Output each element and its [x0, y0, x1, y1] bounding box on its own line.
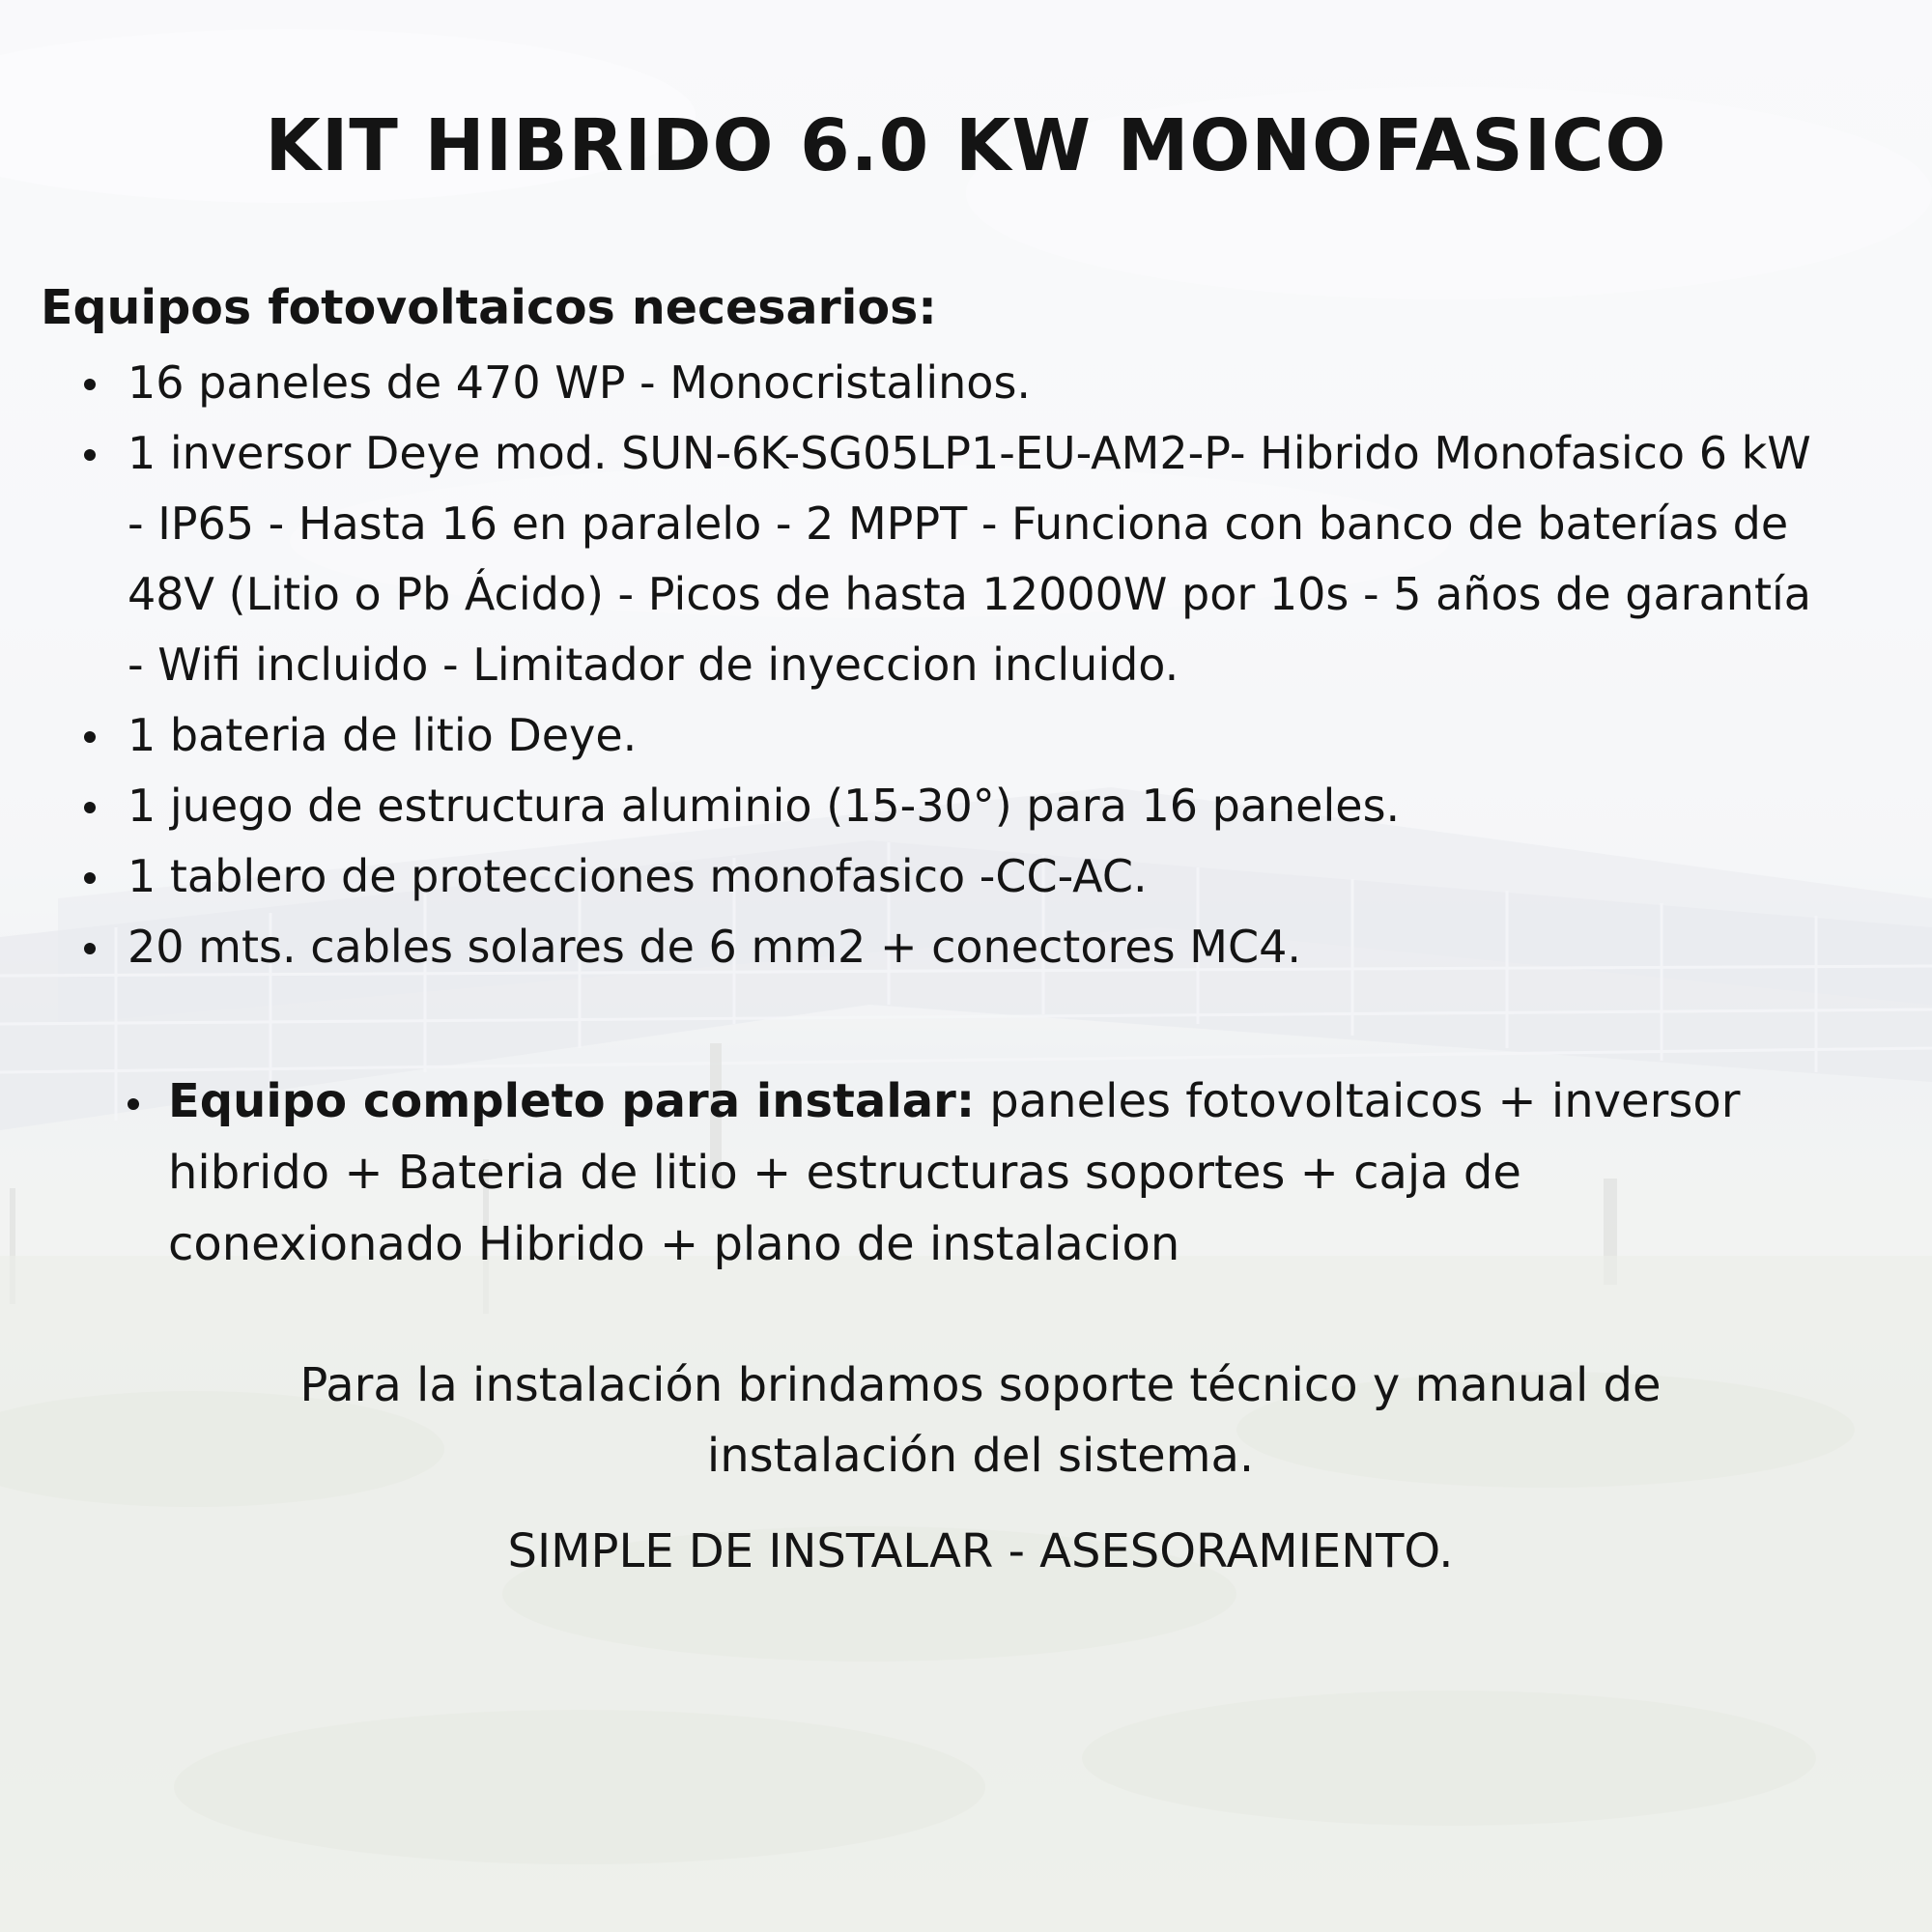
page-title: KIT HIBRIDO 6.0 KW MONOFASICO [265, 104, 1667, 187]
equipment-item-protection-board: 1 tablero de protecciones monofasico -CC-AC. [128, 841, 1828, 912]
equipment-heading: Equipos fotovoltaicos necesarios: [41, 280, 937, 335]
complete-kit-item [168, 1065, 1810, 1280]
equipment-item-inverter: 1 inversor Deye mod. SUN-6K-SG05LP1-EU-AM2-P- Hibrido Monofasico 6 kW - IP65 - Hasta 16 en paralelo - 2 MPPT - Funciona con banco de baterías de 48V (Litio o Pb Ácido) - Picos de hasta 12000W por 10s - 5 años de garantía - Wifi incluido - Limitador de inyeccion incluido. [128, 418, 1828, 700]
complete-kit-list [0, 1065, 1810, 1280]
equipment-item-structure: 1 juego de estructura aluminio (15-30°) para 16 paneles. [128, 771, 1828, 841]
equipment-item-battery: 1 bateria de litio Deye. [128, 700, 1828, 771]
tagline: SIMPLE DE INSTALAR - ASESORAMIENTO. [507, 1524, 1454, 1578]
complete-kit-description: paneles fotovoltaicos + inversor hibrido + Bateria de litio + estructuras soportes + caja de conexionado Hibrido + plano de instalacion [168, 1074, 1741, 1271]
complete-kit-label: Equipo completo para instalar: [168, 1074, 976, 1128]
support-text: Para la instalación brindamos soporte técnico y manual de instalación del sistema. [299, 1358, 1662, 1483]
equipment-list [0, 348, 1828, 982]
equipment-item-cables: 20 mts. cables solares de 6 mm2 + conectores MC4. [128, 912, 1828, 982]
equipment-item-panels: 16 paneles de 470 WP - Monocristalinos. [128, 348, 1828, 418]
